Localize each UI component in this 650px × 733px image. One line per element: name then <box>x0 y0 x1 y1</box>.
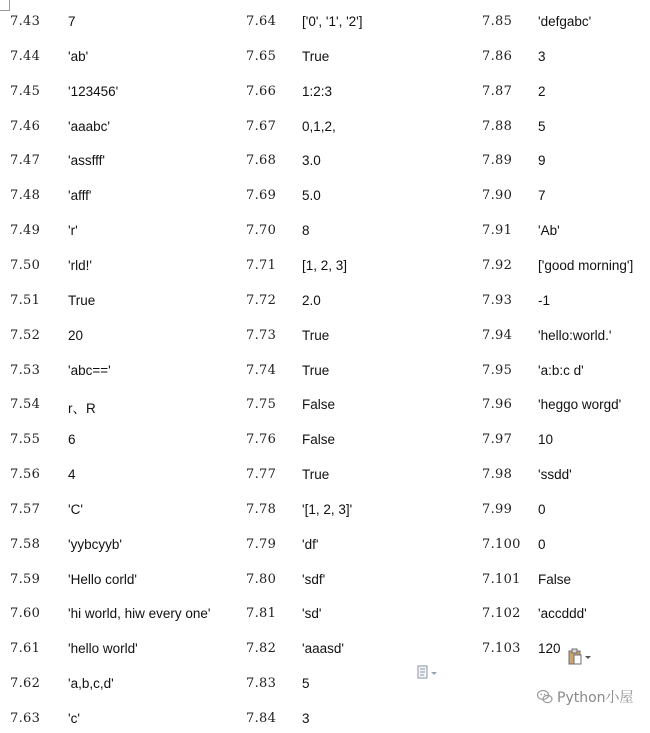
question-number: 7.51 <box>10 292 41 308</box>
answer-value: 'Hello corld' <box>68 571 137 587</box>
answer-value: 2 <box>538 83 546 99</box>
answer-value: 'a:b:c d' <box>538 362 584 378</box>
question-number: 7.74 <box>246 362 277 378</box>
answer-value: 'assfff' <box>68 153 105 169</box>
question-number: 7.83 <box>246 676 277 692</box>
answer-value: 9 <box>538 153 546 169</box>
answer-value: 5.0 <box>302 188 321 204</box>
answer-value: 'ssdd' <box>538 467 572 483</box>
question-number: 7.77 <box>246 467 277 483</box>
question-number: 7.84 <box>246 711 277 726</box>
answer-value: [1, 2, 3] <box>302 257 348 273</box>
question-number: 7.47 <box>10 153 41 169</box>
answer-value: 'abc==' <box>68 362 111 378</box>
answer-value: '[1, 2, 3]' <box>302 501 353 517</box>
answer-value: 'r' <box>68 223 78 239</box>
answer-value: 1:2:3 <box>302 83 333 99</box>
question-number: 7.61 <box>10 641 41 657</box>
question-number: 7.80 <box>246 571 277 587</box>
question-number: 7.44 <box>10 48 41 64</box>
answer-value: 7 <box>68 14 76 29</box>
answer-value: 'aaasd' <box>302 641 344 657</box>
question-number: 7.45 <box>10 83 41 99</box>
question-number: 7.75 <box>246 397 277 413</box>
question-number: 7.87 <box>482 83 513 99</box>
answer-value: False <box>302 432 336 448</box>
answer-value: 'heggo worgd' <box>538 397 622 413</box>
question-number: 7.55 <box>10 432 41 448</box>
question-number: 7.68 <box>246 153 277 169</box>
answer-value: 'defgabc' <box>538 14 592 29</box>
answer-value: 'rld!' <box>68 257 92 273</box>
answer-value: 'ab' <box>68 48 89 64</box>
answer-value: 5 <box>538 118 546 134</box>
answer-value: True <box>68 292 96 308</box>
answer-value: 3 <box>302 711 310 726</box>
answer-value: 'hi world, hiw every one' <box>68 606 211 622</box>
question-number: 7.70 <box>246 223 277 239</box>
question-number: 7.63 <box>10 711 41 726</box>
question-number: 7.92 <box>482 257 513 273</box>
question-number: 7.101 <box>482 571 521 587</box>
question-number: 7.57 <box>10 501 41 517</box>
question-number: 7.91 <box>482 223 513 239</box>
question-number: 7.54 <box>10 397 41 413</box>
question-number: 7.88 <box>482 118 513 134</box>
answer-value: 6 <box>68 432 76 448</box>
answer-value: False <box>302 397 336 413</box>
answer-value: 4 <box>68 467 76 483</box>
answer-value: True <box>302 467 330 483</box>
question-number: 7.58 <box>10 536 41 552</box>
answer-value: ['good morning'] <box>538 257 634 273</box>
answer-value: 'hello world' <box>68 641 138 657</box>
answer-value: 'yybcyyb' <box>68 536 122 552</box>
question-number: 7.97 <box>482 432 513 448</box>
watermark <box>537 686 634 708</box>
question-number: 7.50 <box>10 257 41 273</box>
answer-value: r、R <box>68 401 96 417</box>
answer-value: 20 <box>68 327 84 343</box>
question-number: 7.52 <box>10 327 41 343</box>
answer-value: 8 <box>302 223 310 239</box>
answer-value: 'Ab' <box>538 223 560 239</box>
question-number: 7.96 <box>482 397 513 413</box>
question-number: 7.65 <box>246 48 277 64</box>
question-number: 7.102 <box>482 606 521 622</box>
answer-value: 'aaabc' <box>68 118 110 134</box>
question-number: 7.66 <box>246 83 277 99</box>
question-number: 7.99 <box>482 501 513 517</box>
answer-value: True <box>302 327 330 343</box>
answer-value: 'c' <box>68 711 80 726</box>
question-number: 7.46 <box>10 118 41 134</box>
question-number: 7.89 <box>482 153 513 169</box>
answer-value: 10 <box>538 432 554 448</box>
answer-value: 5 <box>302 676 310 692</box>
question-number: 7.69 <box>246 188 277 204</box>
answer-value: True <box>302 362 330 378</box>
answer-value: 3 <box>538 48 546 64</box>
question-number: 7.86 <box>482 48 513 64</box>
question-number: 7.94 <box>482 327 513 343</box>
answer-value: 7 <box>538 188 546 204</box>
question-number: 7.90 <box>482 188 513 204</box>
answer-value: 'hello:world.' <box>538 327 612 343</box>
answer-value: 0 <box>538 536 546 552</box>
question-number: 7.71 <box>246 257 277 273</box>
question-number: 7.49 <box>10 223 41 239</box>
paste-options-icon[interactable] <box>416 665 438 681</box>
answer-value: -1 <box>538 292 551 308</box>
question-number: 7.73 <box>246 327 277 343</box>
question-number: 7.62 <box>10 676 41 692</box>
question-number: 7.76 <box>246 432 277 448</box>
watermark-text: Python小屋 <box>557 690 634 706</box>
question-number: 7.85 <box>482 14 513 29</box>
question-number: 7.79 <box>246 536 277 552</box>
question-number: 7.93 <box>482 292 513 308</box>
question-number: 7.53 <box>10 362 41 378</box>
question-number: 7.48 <box>10 188 41 204</box>
answer-value: 0,1,2, <box>302 118 336 134</box>
question-number: 7.82 <box>246 641 277 657</box>
page-corner-mark <box>0 0 10 11</box>
question-number: 7.43 <box>10 14 41 29</box>
answer-value: 120 <box>538 641 561 657</box>
question-number: 7.103 <box>482 641 521 657</box>
answer-value: ['0', '1', '2'] <box>302 14 363 29</box>
answer-value: False <box>538 571 572 587</box>
answer-value: '123456' <box>68 83 119 99</box>
answer-value: 'afff' <box>68 188 92 204</box>
answer-value: 'df' <box>302 536 319 552</box>
answer-value: 0 <box>538 501 546 517</box>
answer-value: 'sd' <box>302 606 322 622</box>
wechat-icon <box>537 689 553 705</box>
answer-value: 'C' <box>68 501 83 517</box>
question-number: 7.81 <box>246 606 277 622</box>
answer-value: 2.0 <box>302 292 321 308</box>
question-number: 7.56 <box>10 467 41 483</box>
question-number: 7.95 <box>482 362 513 378</box>
answer-value: 'sdf' <box>302 571 326 587</box>
question-number: 7.78 <box>246 501 277 517</box>
question-number: 7.67 <box>246 118 277 134</box>
question-number: 7.98 <box>482 467 513 483</box>
question-number: 7.100 <box>482 536 521 552</box>
question-number: 7.72 <box>246 292 277 308</box>
clipboard-paste-icon[interactable] <box>567 648 593 666</box>
question-number: 7.59 <box>10 571 41 587</box>
answer-value: 3.0 <box>302 153 321 169</box>
answer-value: True <box>302 48 330 64</box>
question-number: 7.60 <box>10 606 41 622</box>
answer-value: 'a,b,c,d' <box>68 676 114 692</box>
answer-value: 'accddd' <box>538 606 587 622</box>
question-number: 7.64 <box>246 14 277 29</box>
